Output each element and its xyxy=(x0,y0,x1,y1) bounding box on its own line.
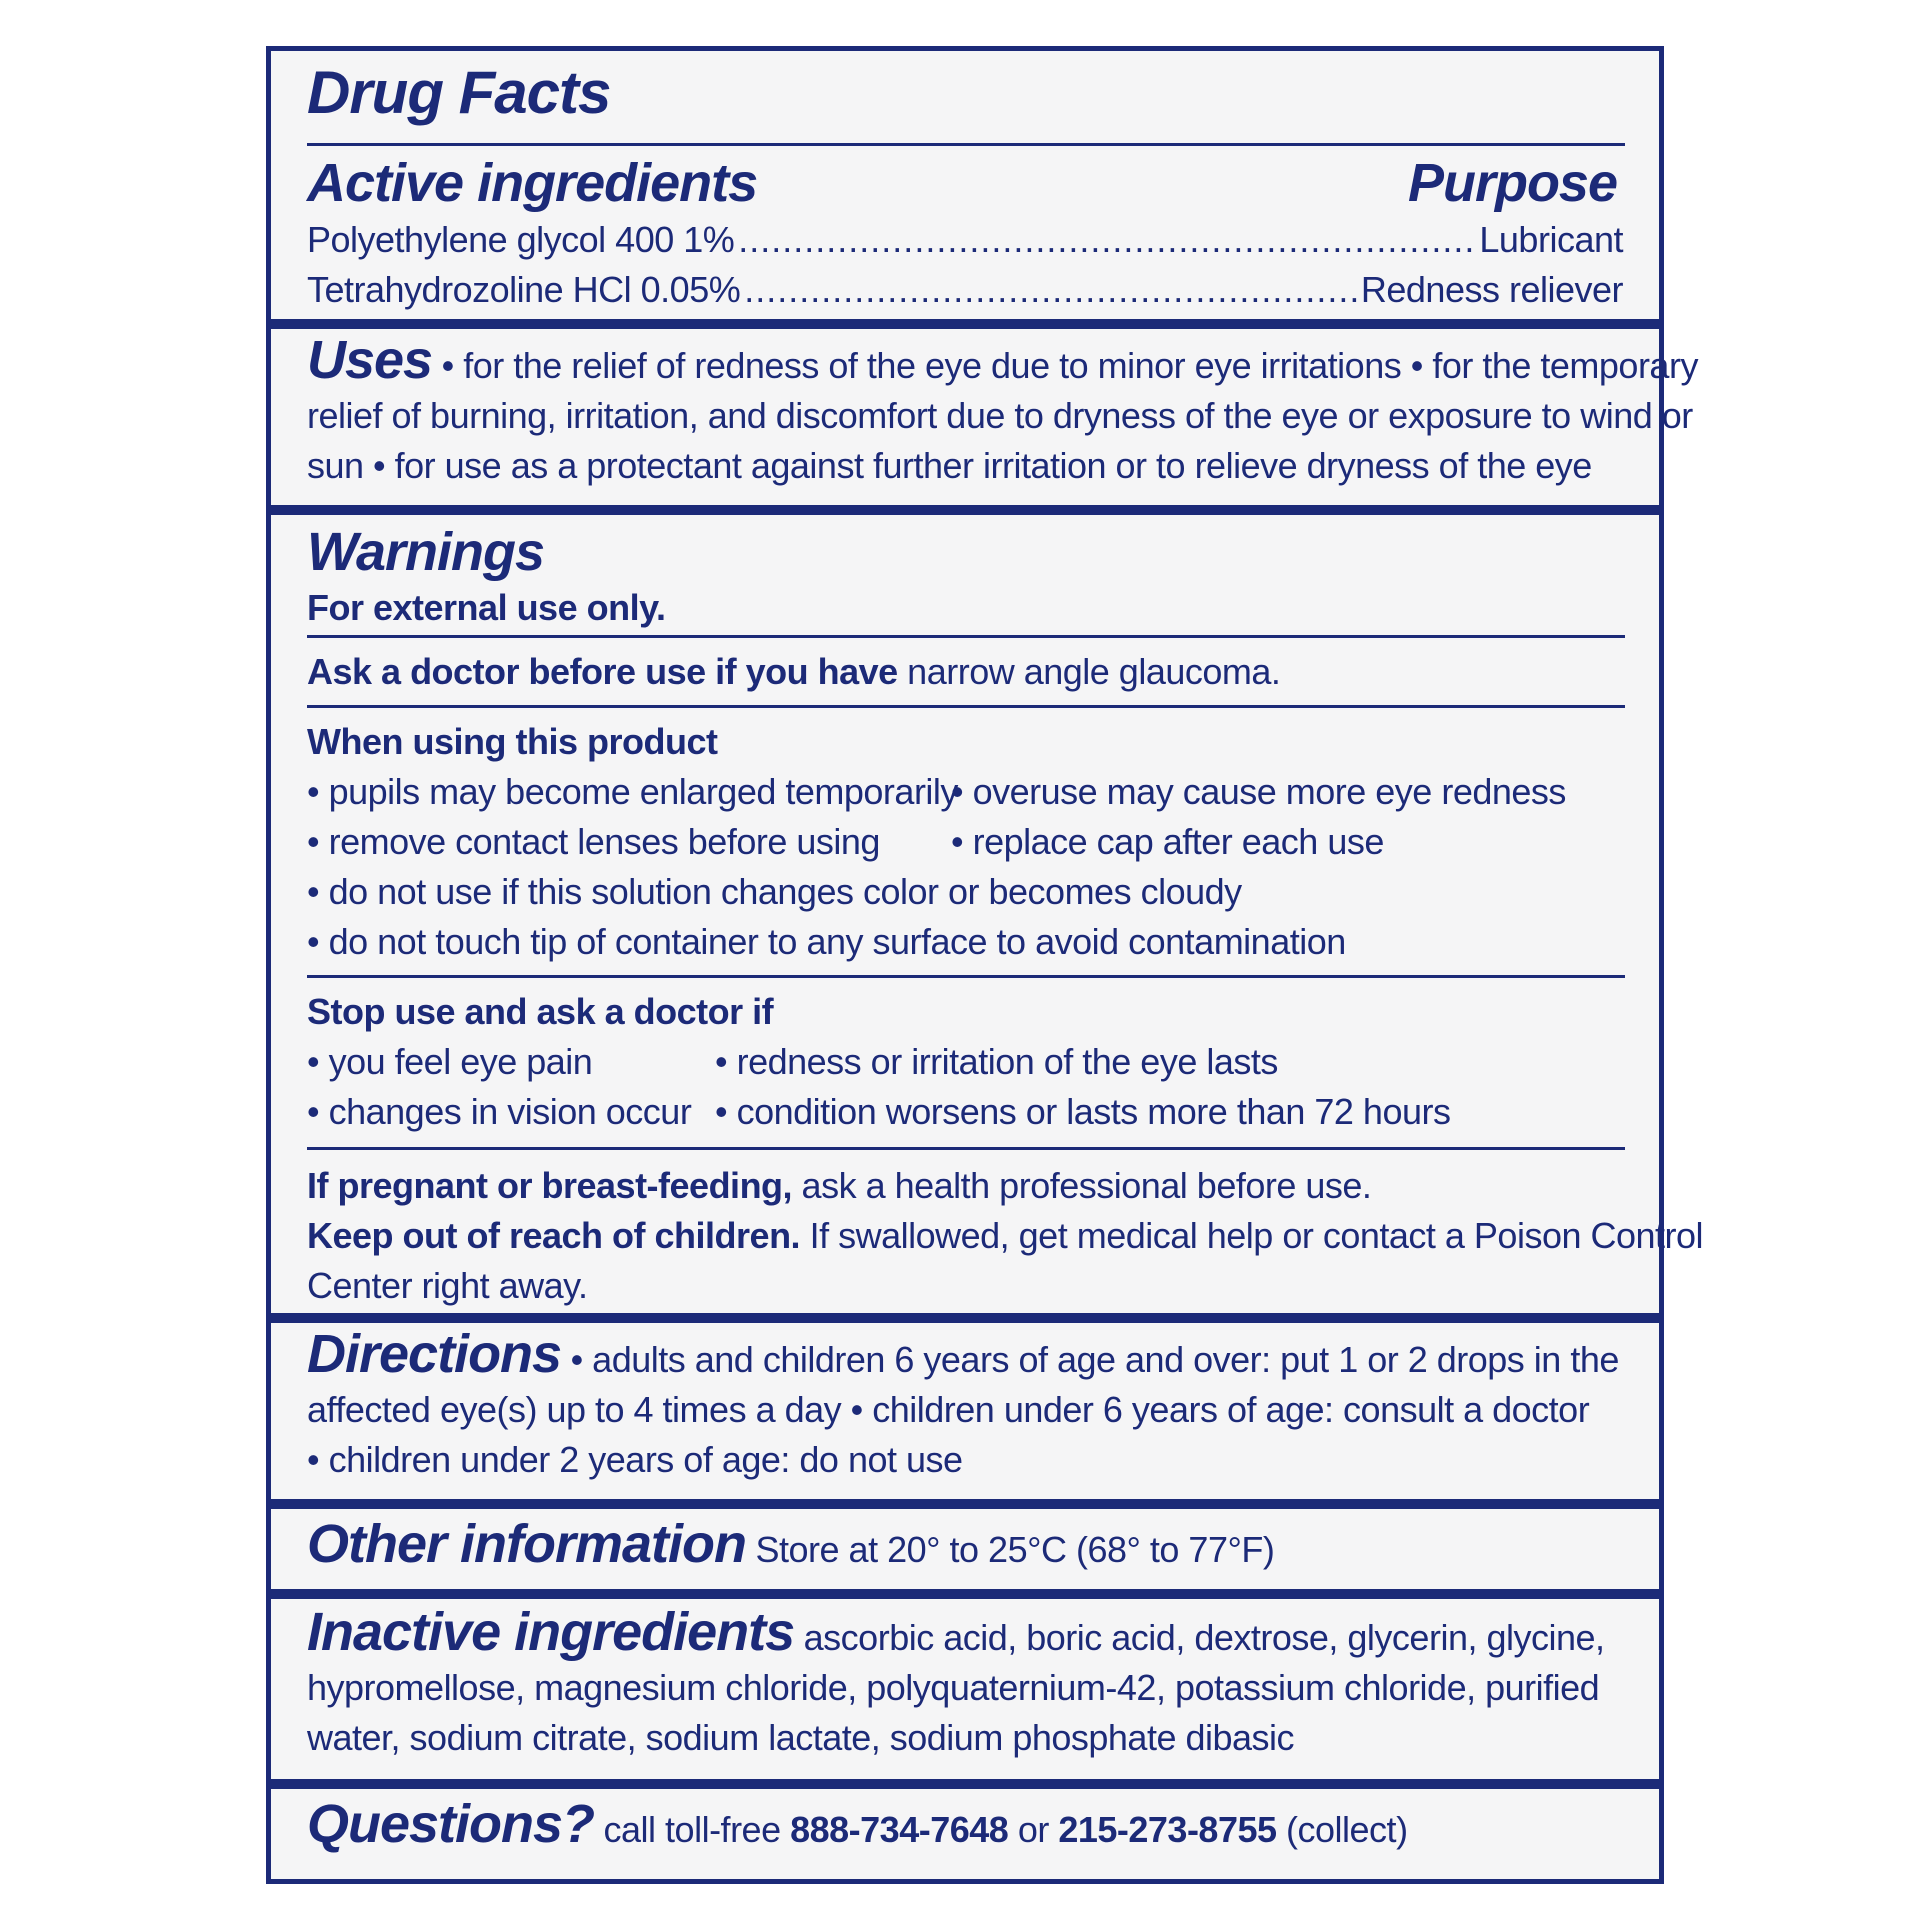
stop-use-item: • changes in vision occur xyxy=(307,1091,692,1132)
stop-use-item: • condition worsens or lasts more than 72 hours xyxy=(715,1091,1451,1132)
questions-pre: call toll-free xyxy=(594,1809,791,1850)
warnings-divider xyxy=(307,635,1625,638)
pregnant-text: ask a health professional before use. xyxy=(792,1165,1372,1206)
uses-section xyxy=(271,330,1698,491)
phone-collect: 215-273-8755 xyxy=(1058,1809,1277,1850)
section-divider xyxy=(271,1313,1659,1323)
inactive-line: ascorbic acid, boric acid, dextrose, glycerin, glycine, xyxy=(794,1617,1605,1658)
directions-line: • children under 2 years of age: do not use xyxy=(307,1439,963,1480)
inactive-line: hypromellose, magnesium chloride, polyquaternium-42, potassium chloride, purified xyxy=(307,1667,1600,1708)
warnings-divider xyxy=(307,705,1625,708)
other-information-text: Store at 20° to 25°C (68° to 77°F) xyxy=(746,1529,1275,1570)
section-divider xyxy=(271,1779,1659,1789)
leader-dots xyxy=(738,215,1475,265)
leader-dots xyxy=(744,265,1357,315)
stop-use-item: • you feel eye pain xyxy=(307,1041,593,1082)
ask-doctor-text: narrow angle glaucoma. xyxy=(897,651,1281,692)
when-using-item: • overuse may cause more eye redness xyxy=(951,771,1566,812)
section-divider xyxy=(271,1589,1659,1599)
uses-line: sun • for use as a protectant against further irritation or to relieve dryness of the eye xyxy=(307,445,1592,486)
uses-heading: Uses xyxy=(307,330,433,390)
keep-out-bold: Keep out of reach of children. xyxy=(307,1215,801,1256)
stop-use-block xyxy=(271,987,1659,1187)
inactive-line: water, sodium citrate, sodium lactate, sodium phosphate dibasic xyxy=(307,1717,1295,1758)
ingredient-purpose: Lubricant xyxy=(1479,219,1623,260)
when-using-item: • replace cap after each use xyxy=(951,821,1384,862)
directions-heading: Directions xyxy=(307,1324,562,1384)
ingredient-purpose: Redness reliever xyxy=(1360,269,1623,310)
purpose-heading: Purpose xyxy=(1407,153,1617,213)
ingredient-name: Polyethylene glycol 400 1% xyxy=(307,219,735,260)
external-use-text: For external use only. xyxy=(307,587,666,628)
when-using-heading: When using this product xyxy=(307,721,718,762)
uses-line: relief of burning, irritation, and discomfort due to dryness of the eye or exposure to wind or xyxy=(307,395,1693,436)
warnings-section xyxy=(271,521,1659,633)
directions-line: affected eye(s) up to 4 times a day • children under 6 years of age: consult a doctor xyxy=(307,1389,1590,1430)
phone-toll-free: 888-734-7648 xyxy=(790,1809,1009,1850)
section-divider xyxy=(271,319,1659,329)
keep-out-text-cont: Center right away. xyxy=(307,1265,588,1306)
questions-post: (collect) xyxy=(1276,1809,1408,1850)
questions-heading: Questions? xyxy=(307,1794,595,1854)
when-using-item: • do not use if this solution changes color or becomes cloudy xyxy=(307,871,1242,912)
ingredient-name: Tetrahydrozoline HCl 0.05% xyxy=(307,269,741,310)
questions-mid: or xyxy=(1008,1809,1059,1850)
stop-use-item: • redness or irritation of the eye lasts xyxy=(715,1041,1278,1082)
active-ingredients-section xyxy=(271,151,1659,315)
other-information-section xyxy=(271,1514,1659,1575)
section-divider xyxy=(271,505,1659,515)
stop-use-heading: Stop use and ask a doctor if xyxy=(307,991,774,1032)
keep-out-text: If swallowed, get medical help or contact a Poison Control xyxy=(800,1215,1704,1256)
warnings-divider xyxy=(307,1147,1625,1150)
when-using-item: • remove contact lenses before using xyxy=(307,821,880,862)
when-using-item: • do not touch tip of container to any surface to avoid contamination xyxy=(307,921,1346,962)
ask-doctor-block xyxy=(271,647,1659,697)
uses-line: • for the relief of redness of the eye due to minor eye irritations • for the temporary xyxy=(441,345,1698,386)
other-information-heading: Other information xyxy=(307,1514,746,1574)
active-ingredients-heading: Active ingredients xyxy=(307,153,758,213)
title-divider xyxy=(307,143,1625,146)
pregnancy-block xyxy=(271,1161,1704,1311)
when-using-item: • pupils may become enlarged temporarily xyxy=(307,771,958,812)
active-ingredient-row xyxy=(307,265,1623,315)
directions-section xyxy=(271,1324,1659,1485)
directions-line: • adults and children 6 years of age and over: put 1 or 2 drops in the xyxy=(561,1339,1619,1380)
drug-facts-panel xyxy=(266,46,1704,1884)
warnings-divider xyxy=(307,975,1625,978)
inactive-ingredients-heading: Inactive ingredients xyxy=(307,1602,795,1662)
questions-section xyxy=(271,1794,1659,1855)
warnings-heading: Warnings xyxy=(307,522,545,582)
pregnant-bold: If pregnant or breast-feeding, xyxy=(307,1165,793,1206)
inactive-ingredients-section xyxy=(271,1602,1659,1763)
active-ingredient-row xyxy=(307,215,1623,265)
section-divider xyxy=(271,1499,1659,1509)
drug-facts-title: Drug Facts xyxy=(307,59,611,126)
when-using-block xyxy=(271,717,1659,1017)
ask-doctor-bold: Ask a doctor before use if you have xyxy=(307,651,898,692)
